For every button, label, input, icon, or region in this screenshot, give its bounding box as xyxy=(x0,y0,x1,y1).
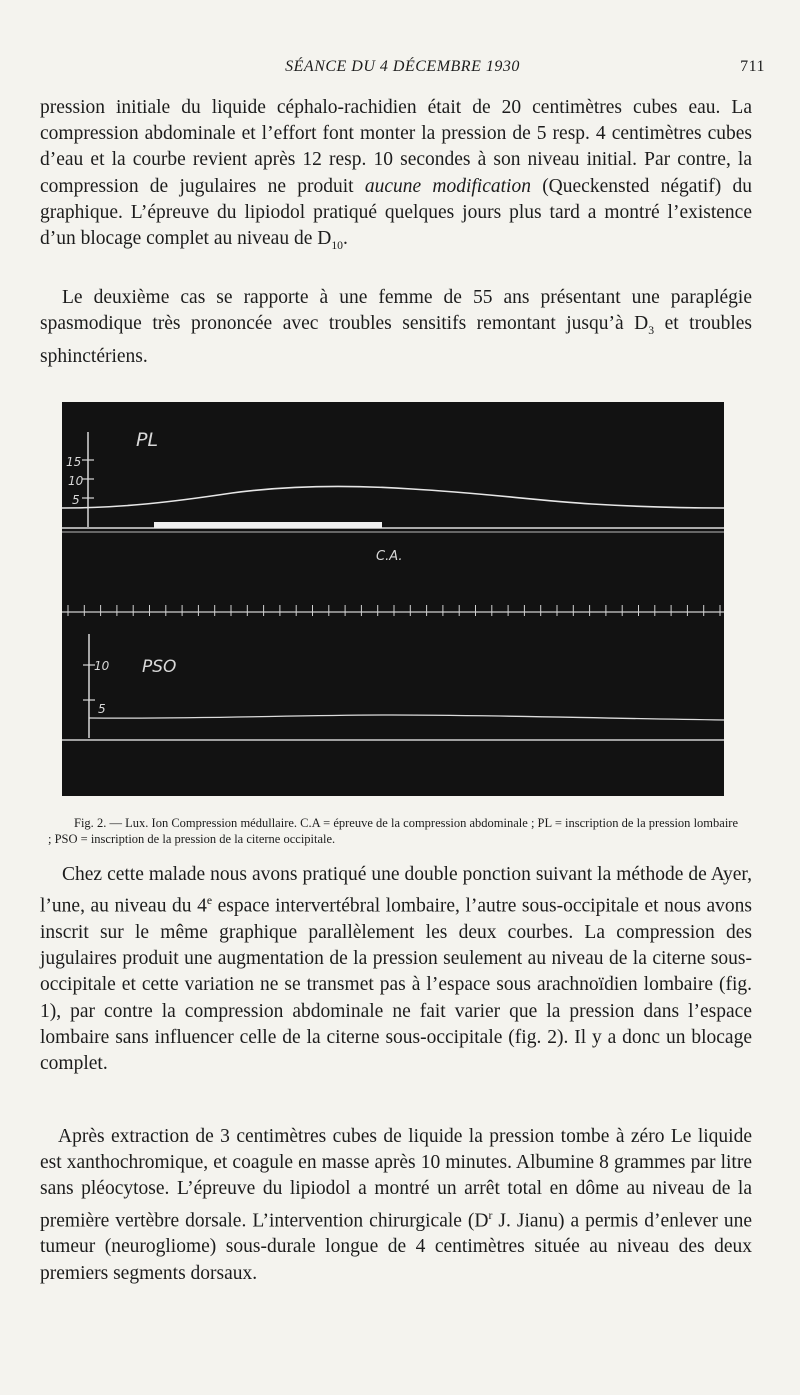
figure-caption: Fig. 2. — Lux. Ion Compression médullaire. C.A = épreuve de la compression abdominale ; PL = inscription de la pression lombaire ; PSO = inscription de la pression de la citerne occipitale. xyxy=(48,816,738,846)
pressure-graph xyxy=(62,402,724,796)
paragraph-1 xyxy=(40,95,752,259)
paragraph-3 xyxy=(40,862,752,1077)
paragraph-1-subscript: 10 xyxy=(331,238,343,252)
paragraph-2 xyxy=(40,285,752,371)
graph-background xyxy=(62,402,724,796)
pressure-graph-figure xyxy=(62,402,724,796)
header-title: SÉANCE DU 4 DÉCEMBRE 1930 xyxy=(285,58,520,75)
paragraph-3-text-a: Chez cette malade nous avons pratiqué une double ponction suivant la méthode de Ayer, l’une, au niveau du 4 xyxy=(40,864,752,917)
paragraph-2-text-b: et troubles sphinctériens. xyxy=(40,313,753,368)
paragraph-1-text-a: pression initiale du liquide céphalo-rachidien était de 20 centimètres cubes eau. La compression abdominale et l’effort font monter la pression de 5 resp. 4 centimètres cubes d’eau et la courbe revient après 12 resp. 10 secondes à son niveau initial. Par contre, la compression de jugulaires ne produit xyxy=(40,97,752,197)
time-scale-ticks xyxy=(68,605,720,616)
paragraph-1-text-c: . xyxy=(343,228,348,250)
paragraph-4-text-b: J. Jianu) a permis d’enlever une tumeur (neurogliome) sous-durale longue de 4 centimètres située au niveau des deux premiers segments dorsaux. xyxy=(40,1210,752,1284)
ca-label: C.A. xyxy=(376,549,403,564)
paragraph-2-subscript: 3 xyxy=(648,324,655,338)
pl-tick-label-5: 5 xyxy=(72,493,80,507)
paragraph-1-italic: aucune modification xyxy=(364,175,531,197)
pso-label: PSO xyxy=(142,657,177,677)
paragraph-3-text-b: espace intervertébral lombaire, l’autre sous-occipitale et nous avons inscrit sur le même graphique parallèlement les deux courbes. La compression des jugulaires produit une augmentation de la pression seulement au niveau de la citerne sous-occipitale et cette variation ne se transmet pas à l’espace sous arachnoïdien lombaire (fig. 1), par contre la compression abdominale ne fait varier que la pression dans l’espace lombaire sans influencer celle de la citerne sous-occipitale (fig. 2). Il y a donc un blocage complet. xyxy=(40,895,753,1074)
pl-tick-label-15: 15 xyxy=(66,455,82,469)
paragraph-1-text-b: (Queckensted négatif) du graphique. L’épreuve du lipiodol pratiqué quelques jours plus tard a montré l’existence d’un blocage complet au niveau de D xyxy=(40,175,753,250)
paragraph-4 xyxy=(40,1124,752,1287)
running-header xyxy=(40,58,765,80)
pl-tick-label-10: 10 xyxy=(68,474,84,488)
paragraph-2-text-a: Le deuxième cas se rapporte à une femme de 55 ans présentant une paraplégie spasmodique très prononcée avec troubles sensitifs remontant jusqu’à D xyxy=(40,287,752,335)
compression-marker-bar xyxy=(154,522,382,528)
pso-tick-label-10: 10 xyxy=(94,659,110,673)
pso-tick-label-5: 5 xyxy=(98,702,106,716)
paragraph-4-text-a: Après extraction de 3 centimètres cubes de liquide la pression tombe à zéro Le liquide est xanthochromique, et coagule en masse après 10 minutes. Albumine 8 grammes par litre sans pléocytose. L’épreuve du lipiodol a montré un arrêt total en dôme au niveau de la première vertèbre dorsale. L’intervention chirurgicale (D xyxy=(40,1126,752,1232)
pl-label: PL xyxy=(136,429,159,451)
paragraph-3-superscript: e xyxy=(206,894,213,908)
paragraph-4-superscript: r xyxy=(488,1208,493,1222)
page-number: 711 xyxy=(740,58,765,75)
